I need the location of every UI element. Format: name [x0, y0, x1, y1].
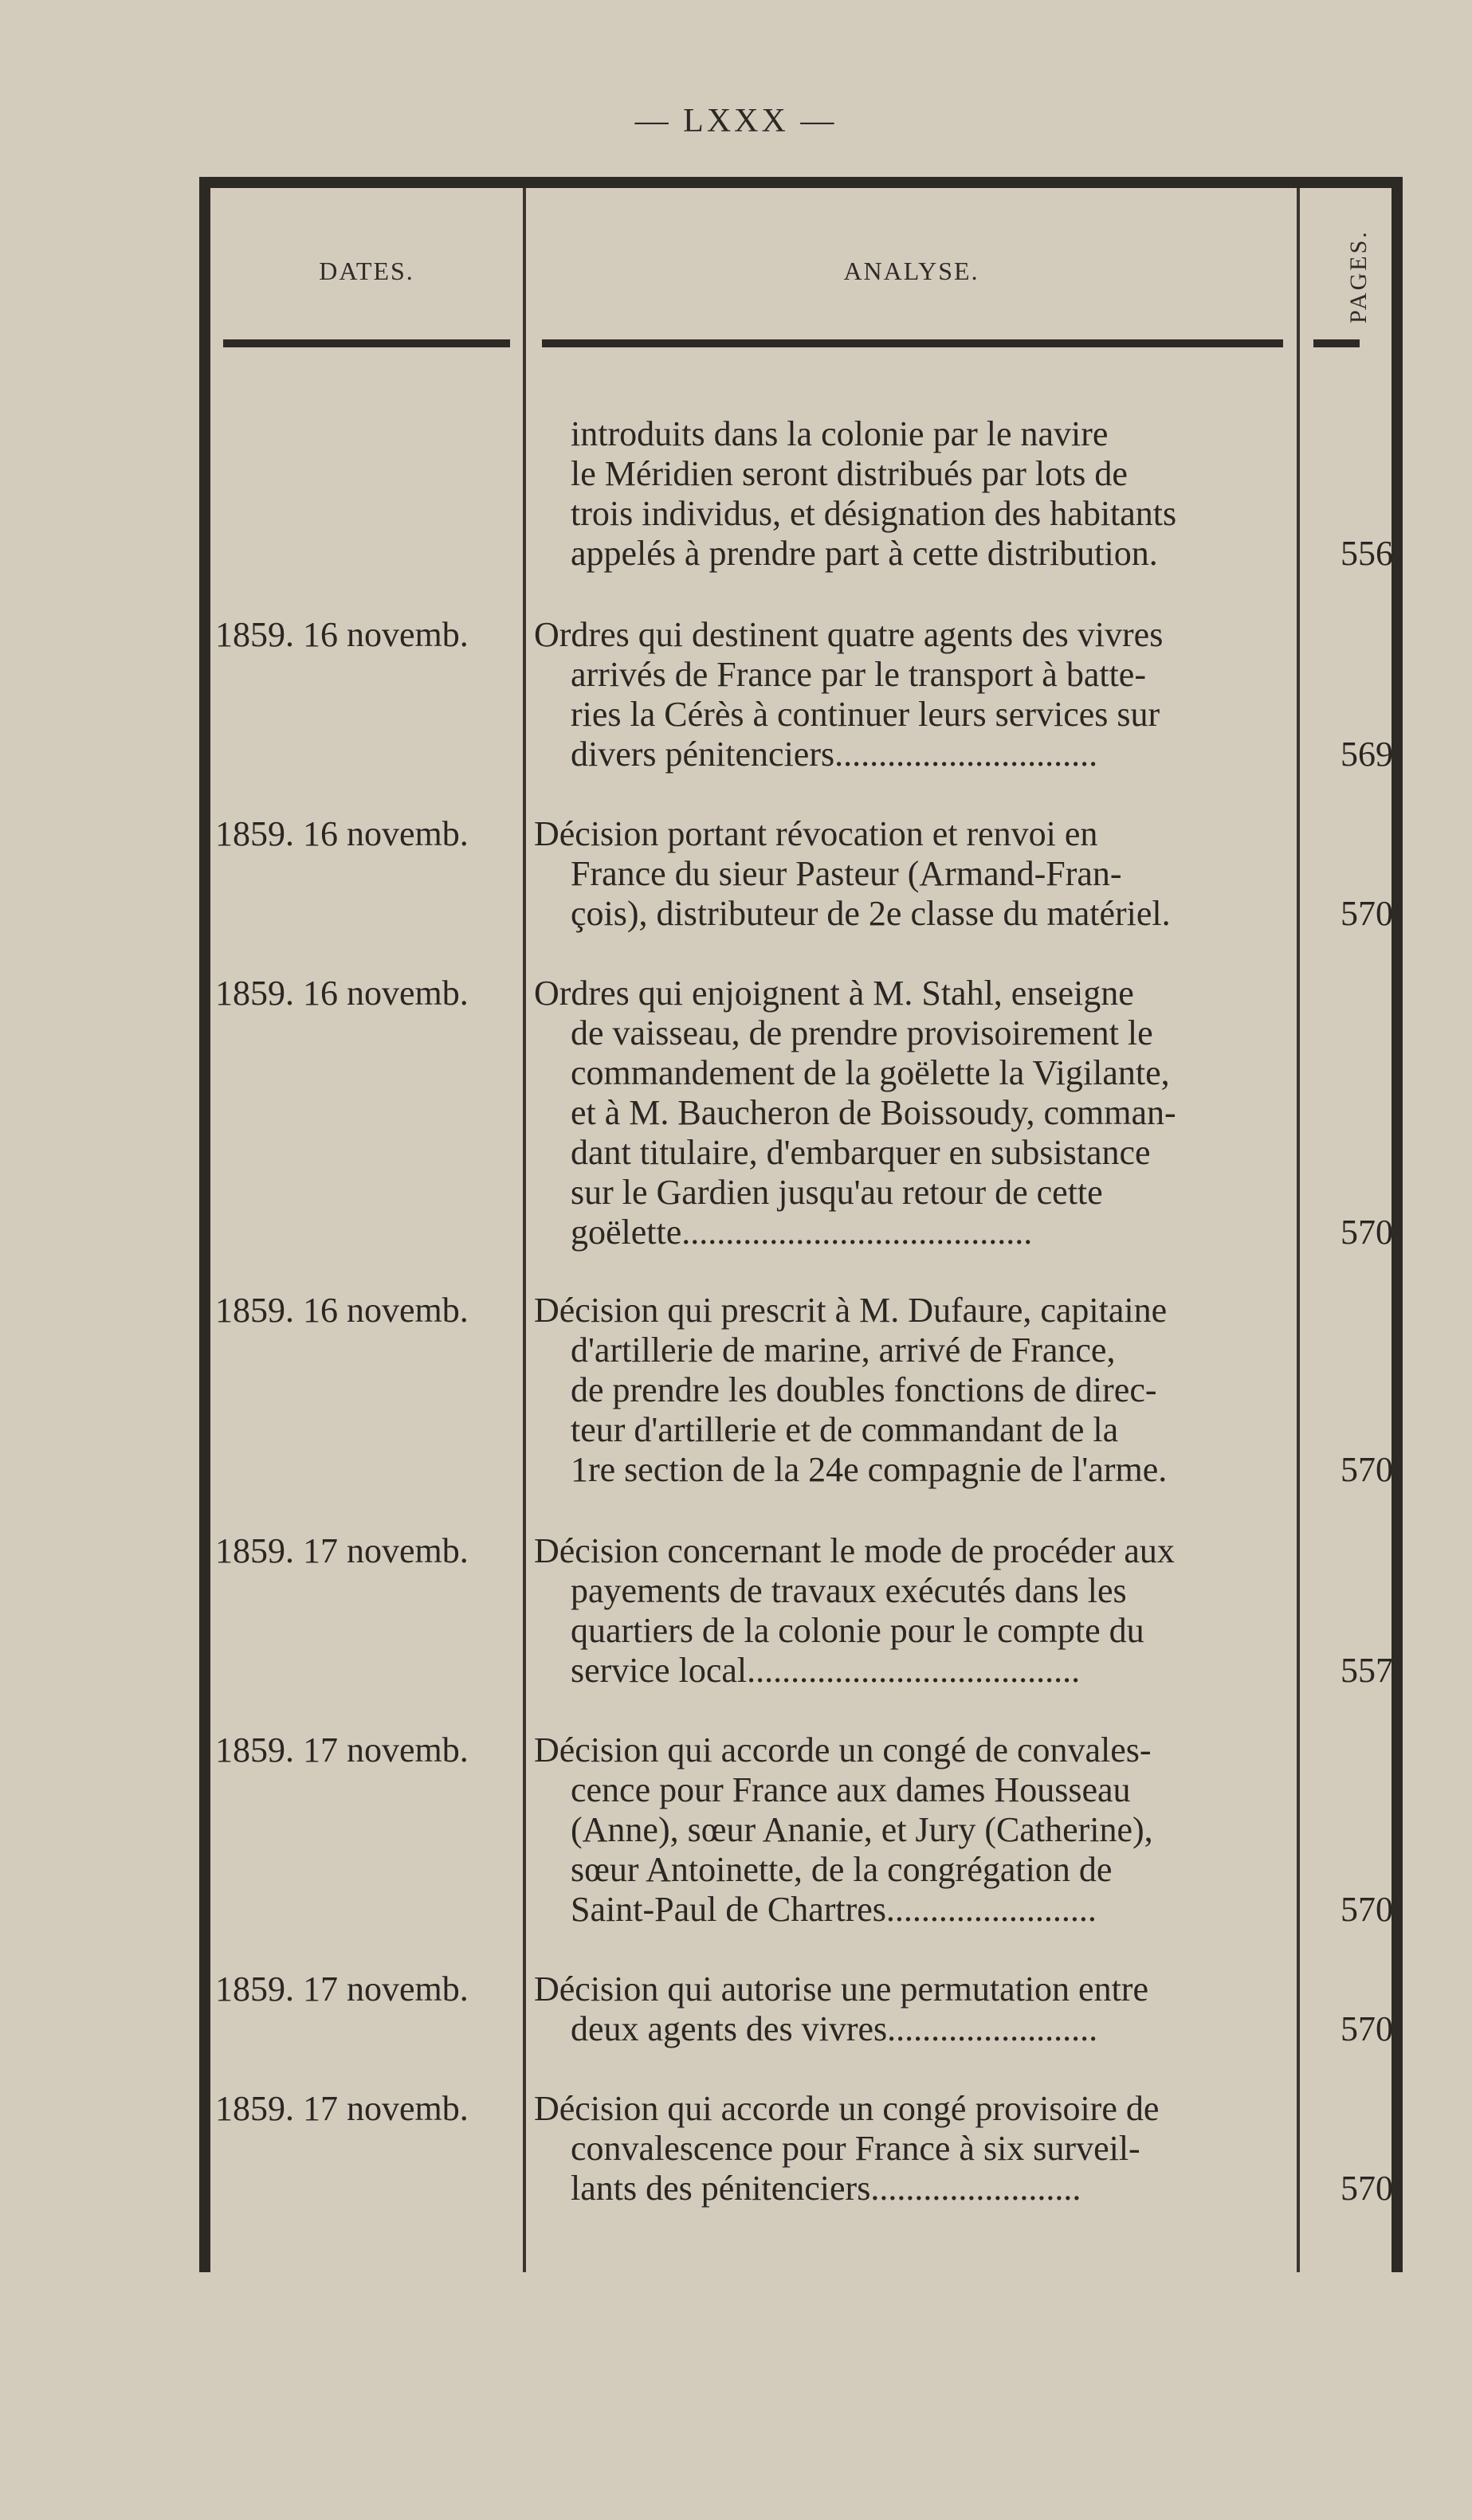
table-left-border [199, 177, 210, 2272]
entry-date: 1859. 17 novemb. [215, 1730, 469, 1769]
entry-date: 1859. 17 novemb. [215, 2089, 469, 2128]
page-number: — LXXX — [634, 103, 838, 139]
entry-page: 570 [1341, 1213, 1393, 1252]
entry-page: 570 [1341, 1890, 1393, 1929]
table-top-border [199, 177, 1403, 188]
entry-page: 570 [1341, 2169, 1393, 2208]
header-rule-dates [223, 339, 510, 347]
entry-page: 570 [1341, 2009, 1393, 2048]
entry-date: 1859. 16 novemb. [215, 615, 469, 654]
entry-analyse: introduits dans la colonie par le navire le Méridien seront distribués par lots de trois individus, et désignation des habitants appelés à prendre part à cette distribution. [571, 414, 1177, 573]
header-rule-analyse [542, 339, 1283, 347]
column-divider-analyse [1297, 188, 1300, 2272]
entry-page: 569 [1341, 735, 1393, 774]
header-rule-pages [1313, 339, 1360, 347]
entry-page: 570 [1341, 894, 1393, 933]
header-dates: DATES. [319, 257, 414, 285]
entry-date: 1859. 16 novemb. [215, 1291, 469, 1330]
entry-analyse: Décision qui accorde un congé provisoire de convalescence pour France à six surveil- lants des pénitenciers........................ [534, 2089, 1160, 2208]
entry-analyse: Ordres qui enjoignent à M. Stahl, enseigne de vaisseau, de prendre provisoirement le commandement de la goëlette la Vigilante, et à M. Baucheron de Boissoudy, comman- dant titulaire, d'embarquer en subsistance sur le Gardien jusqu'au retour de cette goëlette........................................ [534, 974, 1176, 1252]
entry-analyse: Décision concernant le mode de procéder aux payements de travaux exécutés dans les quartiers de la colonie pour le compte du service local...................................... [534, 1531, 1175, 1690]
entry-analyse: Décision qui prescrit à M. Dufaure, capitaine d'artillerie de marine, arrivé de France, de prendre les doubles fonctions de direc- teur d'artillerie et de commandant de la 1re section de la 24e compagnie de l'arme. [534, 1291, 1168, 1489]
header-pages: PAGES. [1345, 229, 1372, 323]
entry-analyse: Décision qui accorde un congé de convales- cence pour France aux dames Housseau (Anne), sœur Ananie, et Jury (Catherine), sœur Antoinette, de la congrégation de Saint-Paul de Chartres........................ [534, 1730, 1153, 1929]
entry-analyse: Décision qui autorise une permutation entre deux agents des vivres........................ [534, 1969, 1148, 2048]
entry-page: 570 [1341, 1450, 1393, 1489]
entry-analyse: Ordres qui destinent quatre agents des vivres arrivés de France par le transport à batte- ries la Cérès à continuer leurs services sur divers pénitenciers.............................. [534, 615, 1164, 774]
column-divider-dates [523, 188, 526, 2272]
entry-date: 1859. 16 novemb. [215, 974, 469, 1013]
entry-date: 1859. 17 novemb. [215, 1969, 469, 2009]
table-right-border [1392, 177, 1403, 2272]
index-table [199, 177, 1403, 2272]
entry-page: 557 [1341, 1651, 1393, 1690]
entry-analyse: Décision portant révocation et renvoi en France du sieur Pasteur (Armand-Fran- çois), distributeur de 2e classe du matériel. [534, 814, 1171, 933]
entry-page: 556 [1341, 534, 1393, 573]
entry-date: 1859. 16 novemb. [215, 814, 469, 853]
entry-date: 1859. 17 novemb. [215, 1531, 469, 1570]
header-analyse: ANALYSE. [843, 257, 979, 285]
